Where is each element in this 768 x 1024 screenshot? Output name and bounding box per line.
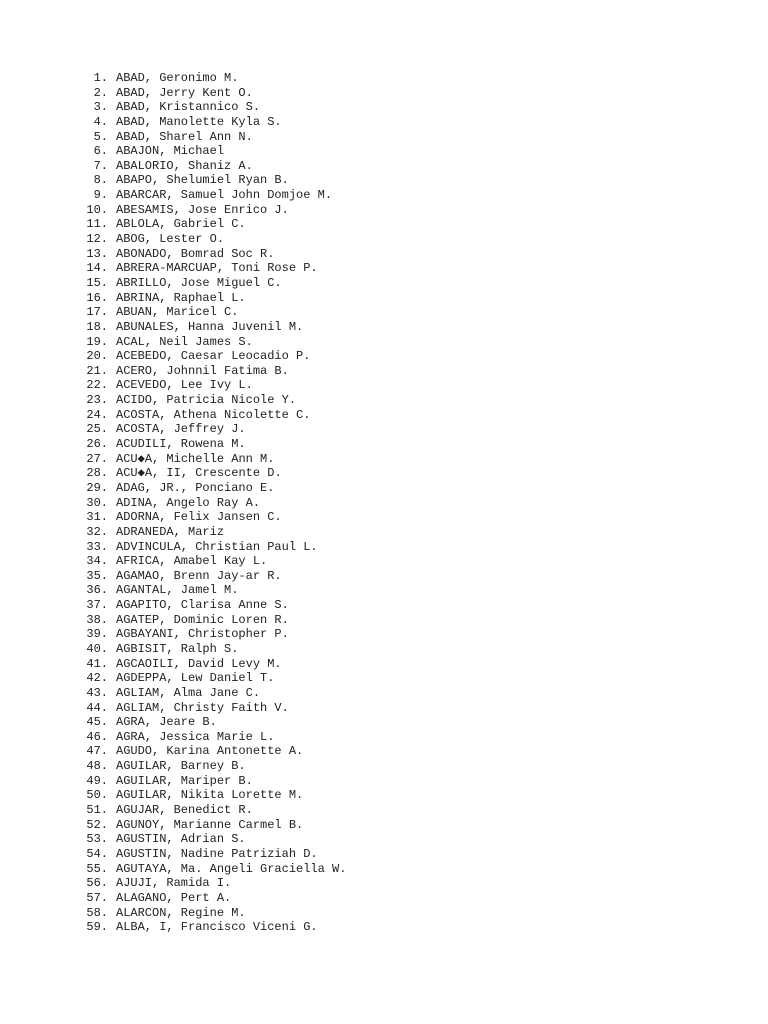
list-item bbox=[84, 261, 346, 276]
list-item-name: ABAD, Kristannico S. bbox=[116, 100, 261, 115]
list-item bbox=[84, 627, 346, 642]
list-item bbox=[84, 203, 346, 218]
list-item-name: ALBA, I, Francisco Viceni G. bbox=[116, 920, 318, 935]
list-item-name: ALAGANO, Pert A. bbox=[116, 890, 232, 905]
list-item bbox=[84, 408, 346, 423]
list-item-name: ACUDILI, Rowena M. bbox=[116, 437, 246, 452]
list-item-name: ABUNALES, Hanna Juvenil M. bbox=[116, 319, 304, 334]
list-item bbox=[84, 320, 346, 335]
list-item-number: 1. bbox=[93, 71, 108, 85]
list-item-number: 57. bbox=[86, 890, 108, 905]
list-item bbox=[84, 818, 346, 833]
list-item-name: ACOSTA, Athena Nicolette C. bbox=[116, 407, 311, 422]
list-item bbox=[84, 335, 346, 350]
list-item-number: 26. bbox=[86, 437, 108, 452]
list-item-name: AJUJI, Ramida I. bbox=[116, 876, 232, 891]
list-item-name: AGAPITO, Clarisa Anne S. bbox=[116, 598, 289, 613]
list-item-name: ABAD, Manolette Kyla S. bbox=[116, 114, 282, 129]
list-item-name: ABRILLO, Jose Miguel C. bbox=[116, 275, 282, 290]
list-item-number: 6. bbox=[93, 144, 108, 159]
list-item-name: ABUAN, Maricel C. bbox=[116, 305, 239, 320]
list-item-number: 50. bbox=[86, 788, 108, 803]
list-item-name: ABAD, Sharel Ann N. bbox=[116, 129, 253, 144]
list-item-number: 44. bbox=[86, 700, 108, 715]
list-item bbox=[84, 554, 346, 569]
list-item-number: 25. bbox=[86, 422, 108, 437]
list-item-number: 19. bbox=[86, 334, 108, 349]
list-item-name: ACOSTA, Jeffrey J. bbox=[116, 422, 246, 437]
list-item bbox=[84, 452, 346, 467]
list-item-number: 47. bbox=[86, 744, 108, 759]
list-item-number: 15. bbox=[86, 275, 108, 290]
list-item-number: 40. bbox=[86, 641, 108, 656]
list-item-name: ACERO, Johnnil Fatima B. bbox=[116, 363, 289, 378]
list-item-number: 42. bbox=[86, 671, 108, 686]
list-item-name: ADRANEDA, Mariz bbox=[116, 524, 225, 539]
list-item-name: ABALORIO, Shaniz A. bbox=[116, 158, 253, 173]
list-item-name: ADVINCULA, Christian Paul L. bbox=[116, 539, 318, 554]
list-item-number: 37. bbox=[86, 598, 108, 613]
list-item-number: 55. bbox=[86, 861, 108, 876]
list-item-name: AGATEP, Dominic Loren R. bbox=[116, 612, 289, 627]
list-item-name: ACIDO, Patricia Nicole Y. bbox=[116, 393, 297, 408]
list-item-number: 13. bbox=[86, 246, 108, 261]
list-item-name: AGAMAO, Brenn Jay-ar R. bbox=[116, 568, 282, 583]
list-item-name: AGUILAR, Nikita Lorette M. bbox=[116, 788, 304, 803]
list-item-number: 51. bbox=[86, 803, 108, 818]
list-item-name: AGRA, Jeare B. bbox=[116, 715, 217, 730]
list-item-number: 22. bbox=[86, 378, 108, 393]
list-item bbox=[84, 481, 346, 496]
list-item-name: ALARCON, Regine M. bbox=[116, 905, 246, 920]
list-item bbox=[84, 159, 346, 174]
list-item bbox=[84, 393, 346, 408]
list-item-number: 18. bbox=[86, 319, 108, 334]
list-item-name: AGRA, Jessica Marie L. bbox=[116, 729, 275, 744]
list-item bbox=[84, 130, 346, 145]
list-item-number: 38. bbox=[86, 612, 108, 627]
list-item-number: 3. bbox=[93, 100, 108, 115]
list-item-number: 14. bbox=[86, 261, 108, 276]
list-item-name: ABONADO, Bomrad Soc R. bbox=[116, 246, 275, 261]
list-item-name: ADAG, JR., Ponciano E. bbox=[116, 480, 275, 495]
list-item-number: 39. bbox=[86, 627, 108, 642]
list-item-number: 20. bbox=[86, 349, 108, 364]
list-item-name: ABLOLA, Gabriel C. bbox=[116, 217, 246, 232]
list-item-number: 27. bbox=[86, 451, 108, 466]
list-item bbox=[84, 906, 346, 921]
list-item-name: AGUNOY, Marianne Carmel B. bbox=[116, 817, 304, 832]
list-item-name: AGCAOILI, David Levy M. bbox=[116, 656, 282, 671]
list-item-number: 29. bbox=[86, 480, 108, 495]
list-item-name: ACAL, Neil James S. bbox=[116, 334, 253, 349]
list-item-number: 11. bbox=[86, 217, 108, 232]
list-item-number: 43. bbox=[86, 685, 108, 700]
list-item bbox=[84, 232, 346, 247]
list-item-number: 12. bbox=[86, 232, 108, 247]
list-item-number: 30. bbox=[86, 495, 108, 510]
list-item-number: 9. bbox=[93, 188, 108, 203]
list-item-number: 53. bbox=[86, 832, 108, 847]
list-item-number: 7. bbox=[93, 158, 108, 173]
list-item-number: 34. bbox=[86, 554, 108, 569]
list-item bbox=[84, 378, 346, 393]
list-item bbox=[84, 71, 346, 86]
list-item-number: 59. bbox=[86, 920, 108, 935]
list-item-number: 28. bbox=[86, 466, 108, 481]
list-item-number: 52. bbox=[86, 817, 108, 832]
list-item-name: ABAD, Geronimo M. bbox=[116, 71, 239, 85]
list-item bbox=[84, 247, 346, 262]
list-item bbox=[84, 496, 346, 511]
list-item bbox=[84, 437, 346, 452]
list-item-number: 48. bbox=[86, 759, 108, 774]
list-item-name: ACU◆A, Michelle Ann M. bbox=[116, 451, 275, 466]
list-item-name: ABESAMIS, Jose Enrico J. bbox=[116, 202, 289, 217]
list-item-number: 35. bbox=[86, 568, 108, 583]
list-item-number: 4. bbox=[93, 114, 108, 129]
list-item bbox=[84, 86, 346, 101]
list-item-name: AGLIAM, Alma Jane C. bbox=[116, 685, 261, 700]
list-item bbox=[84, 583, 346, 598]
list-item-number: 36. bbox=[86, 583, 108, 598]
list-item-name: AGUTAYA, Ma. Angeli Graciella W. bbox=[116, 861, 347, 876]
list-item bbox=[84, 671, 346, 686]
list-item bbox=[84, 305, 346, 320]
list-item-name: ABRINA, Raphael L. bbox=[116, 290, 246, 305]
list-item bbox=[84, 100, 346, 115]
list-item-number: 23. bbox=[86, 393, 108, 408]
list-item-name: AGBAYANI, Christopher P. bbox=[116, 627, 289, 642]
list-item-number: 58. bbox=[86, 905, 108, 920]
list-item-number: 21. bbox=[86, 363, 108, 378]
list-item-name: ABOG, Lester O. bbox=[116, 232, 225, 247]
list-item bbox=[84, 730, 346, 745]
list-item bbox=[84, 759, 346, 774]
list-item bbox=[84, 803, 346, 818]
list-item bbox=[84, 832, 346, 847]
list-item-name: ADORNA, Felix Jansen C. bbox=[116, 510, 282, 525]
list-item-number: 32. bbox=[86, 524, 108, 539]
list-item bbox=[84, 788, 346, 803]
list-item-name: AGBISIT, Ralph S. bbox=[116, 641, 239, 656]
list-item bbox=[84, 276, 346, 291]
list-item-number: 10. bbox=[86, 202, 108, 217]
list-item-number: 24. bbox=[86, 407, 108, 422]
list-item-number: 54. bbox=[86, 846, 108, 861]
list-item-name: AGDEPPA, Lew Daniel T. bbox=[116, 671, 275, 686]
list-item bbox=[84, 876, 346, 891]
list-item bbox=[84, 569, 346, 584]
list-item-name: ADINA, Angelo Ray A. bbox=[116, 495, 261, 510]
list-item-number: 56. bbox=[86, 876, 108, 891]
list-item bbox=[84, 217, 346, 232]
list-item bbox=[84, 686, 346, 701]
list-item bbox=[84, 657, 346, 672]
list-item-number: 5. bbox=[93, 129, 108, 144]
list-item-name: AGANTAL, Jamel M. bbox=[116, 583, 239, 598]
name-list bbox=[84, 71, 346, 935]
list-item bbox=[84, 891, 346, 906]
list-item bbox=[84, 422, 346, 437]
list-item-number: 33. bbox=[86, 539, 108, 554]
list-item bbox=[84, 173, 346, 188]
list-item bbox=[84, 115, 346, 130]
list-item bbox=[84, 642, 346, 657]
list-item bbox=[84, 774, 346, 789]
list-item-name: AFRICA, Amabel Kay L. bbox=[116, 554, 268, 569]
list-item-name: AGUDO, Karina Antonette A. bbox=[116, 744, 304, 759]
list-item bbox=[84, 466, 346, 481]
list-item bbox=[84, 144, 346, 159]
list-item-number: 45. bbox=[86, 715, 108, 730]
list-item bbox=[84, 744, 346, 759]
list-item bbox=[84, 613, 346, 628]
list-item bbox=[84, 715, 346, 730]
list-item-name: AGLIAM, Christy Faith V. bbox=[116, 700, 289, 715]
list-item-name: AGUSTIN, Adrian S. bbox=[116, 832, 246, 847]
list-item-name: ACEBEDO, Caesar Leocadio P. bbox=[116, 349, 311, 364]
list-item-name: AGUILAR, Mariper B. bbox=[116, 773, 253, 788]
list-item-name: AGUSTIN, Nadine Patriziah D. bbox=[116, 846, 318, 861]
list-item-name: AGUJAR, Benedict R. bbox=[116, 803, 253, 818]
list-item bbox=[84, 920, 346, 935]
list-item bbox=[84, 364, 346, 379]
list-item-name: ACEVEDO, Lee Ivy L. bbox=[116, 378, 253, 393]
list-item-name: ABRERA-MARCUAP, Toni Rose P. bbox=[116, 261, 318, 276]
list-item-number: 31. bbox=[86, 510, 108, 525]
list-item bbox=[84, 540, 346, 555]
list-item-number: 17. bbox=[86, 305, 108, 320]
list-item-name: ABAD, Jerry Kent O. bbox=[116, 85, 253, 100]
list-item bbox=[84, 862, 346, 877]
list-item-name: ABARCAR, Samuel John Domjoe M. bbox=[116, 188, 333, 203]
list-item bbox=[84, 525, 346, 540]
list-item bbox=[84, 598, 346, 613]
list-item-name: ACU◆A, II, Crescente D. bbox=[116, 466, 282, 481]
list-item-number: 41. bbox=[86, 656, 108, 671]
list-item bbox=[84, 349, 346, 364]
list-item-number: 2. bbox=[93, 85, 108, 100]
list-item-number: 16. bbox=[86, 290, 108, 305]
list-item-name: ABAJON, Michael bbox=[116, 144, 225, 159]
list-item-number: 8. bbox=[93, 173, 108, 188]
list-item bbox=[84, 291, 346, 306]
list-item bbox=[84, 847, 346, 862]
list-item bbox=[84, 510, 346, 525]
list-item-name: AGUILAR, Barney B. bbox=[116, 759, 246, 774]
list-item-number: 46. bbox=[86, 729, 108, 744]
list-item-name: ABAPO, Shelumiel Ryan B. bbox=[116, 173, 289, 188]
list-item bbox=[84, 188, 346, 203]
list-item bbox=[84, 701, 346, 716]
list-item-number: 49. bbox=[86, 773, 108, 788]
